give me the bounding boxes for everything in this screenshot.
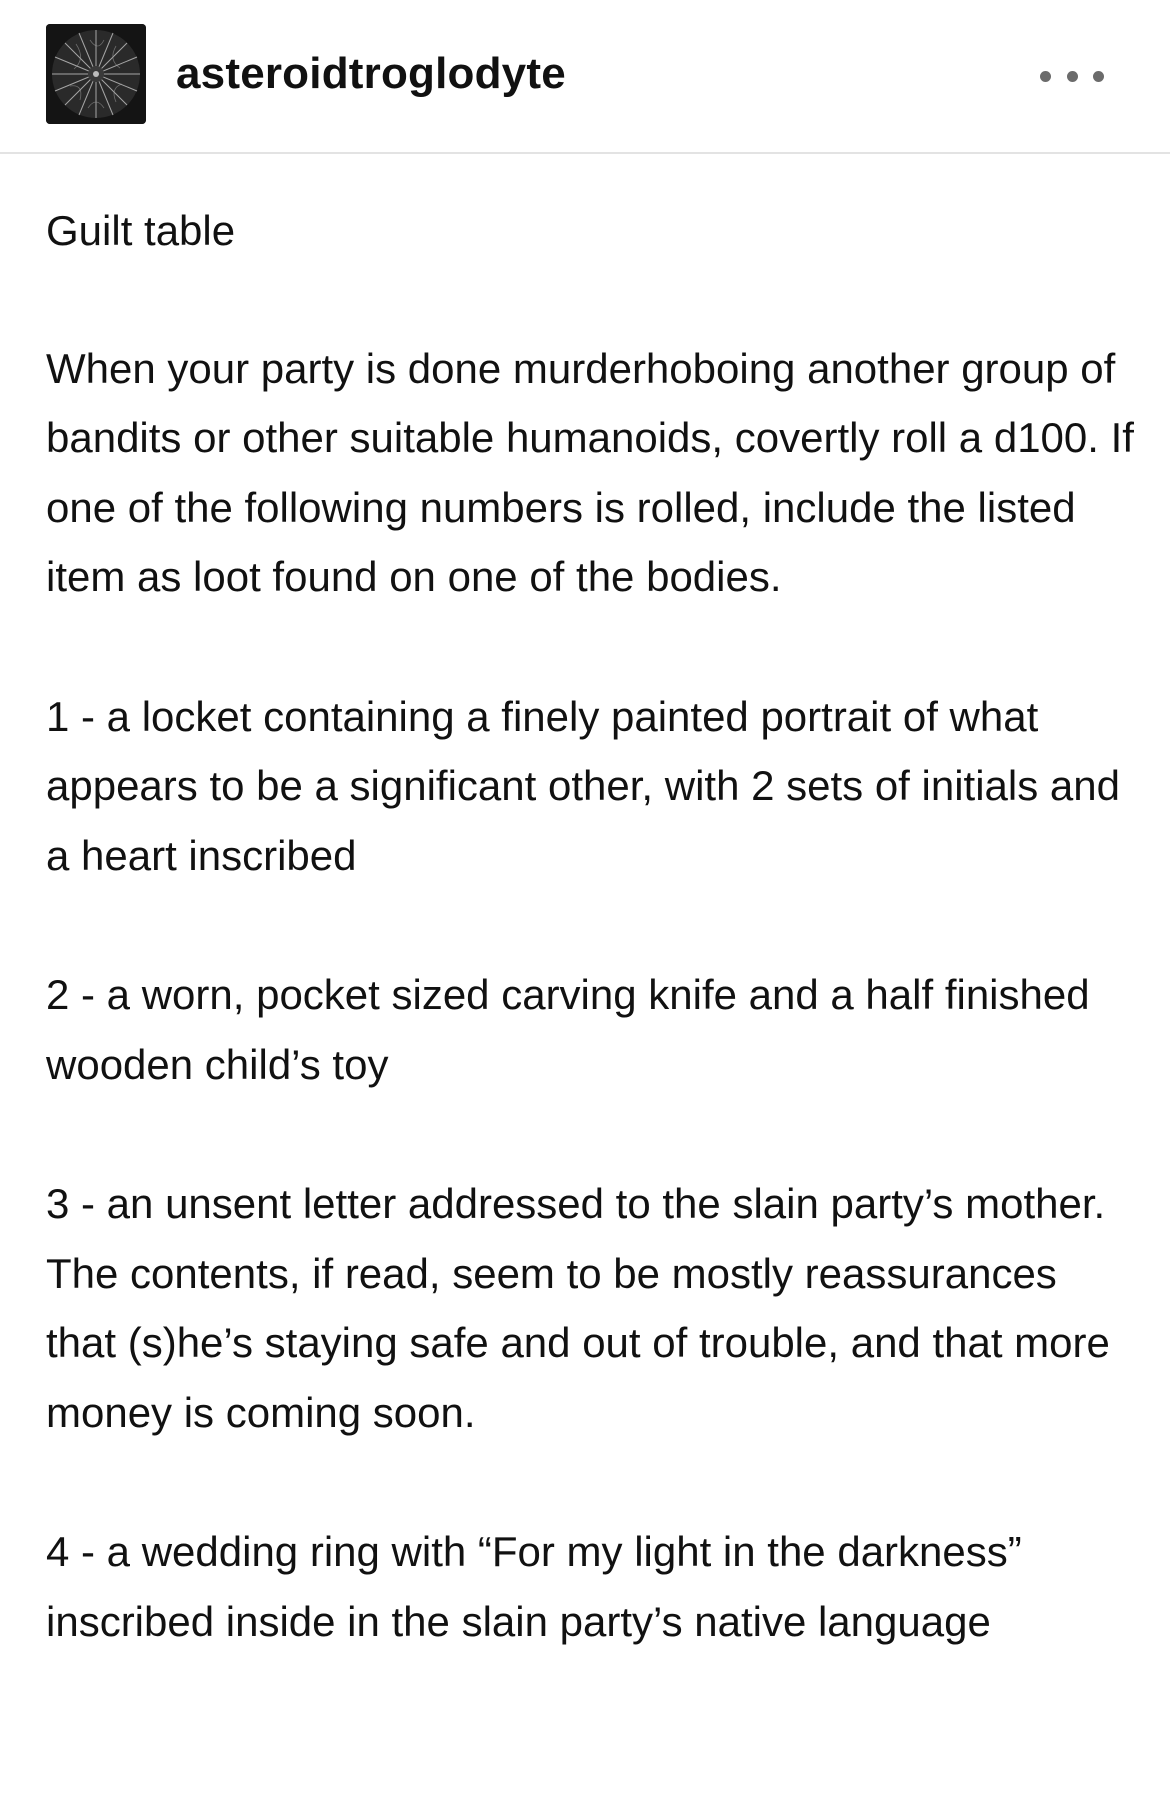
post-header — [0, 0, 1170, 154]
username[interactable]: asteroidtroglodyte — [176, 49, 566, 98]
list-item: 4 - a wedding ring with “For my light in the darkness” inscribed inside in the slain party’s native language — [46, 1528, 1022, 1645]
list-item: 3 - an unsent letter addressed to the slain party’s mother. The contents, if read, seem to be mostly reassurances that (s)he’s staying safe and out of trouble, and that more money is coming soon. — [46, 1180, 1110, 1436]
list-item: 1 - a locket containing a finely painted portrait of what appears to be a significant other, with 2 sets of initials and a heart inscribed — [46, 692, 1120, 879]
avatar-image-icon — [46, 24, 146, 124]
more-horizontal-icon — [1040, 71, 1051, 82]
post-intro: When your party is done murderhoboing another group of bandits or other suitable humanoids, covertly roll a d100. If one of the following numbers is rolled, include the listed item as loot found on one of the bodies. — [46, 344, 1134, 600]
post-body — [46, 196, 1136, 1726]
more-horizontal-icon — [1067, 71, 1078, 82]
list-item: 2 - a worn, pocket sized carving knife and a half finished wooden child’s toy — [46, 971, 1090, 1088]
avatar[interactable] — [46, 24, 146, 124]
post-title: Guilt table — [46, 207, 236, 254]
more-horizontal-icon — [1093, 71, 1104, 82]
more-options-button[interactable] — [1040, 58, 1104, 94]
